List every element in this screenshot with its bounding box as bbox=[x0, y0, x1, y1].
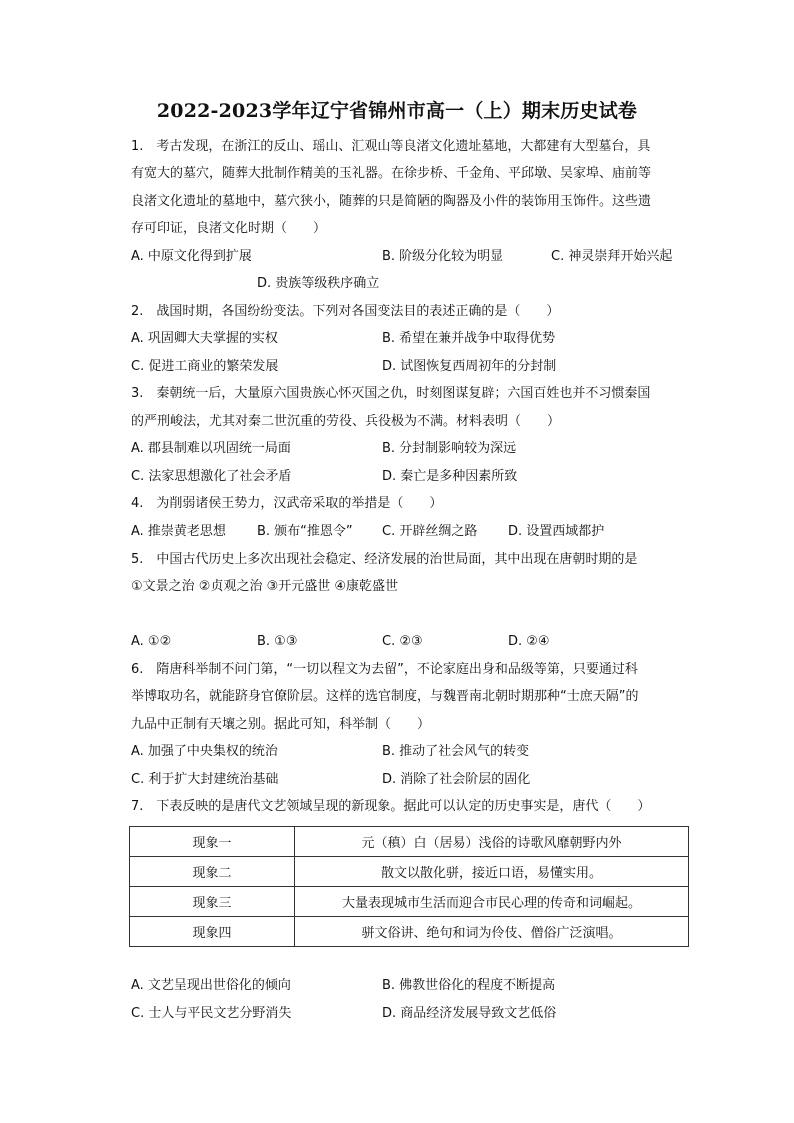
question-3-option-a[interactable]: A. 郡县制难以巩固统一局面 bbox=[131, 441, 291, 456]
table-cell-label: 现象四 bbox=[130, 917, 295, 947]
question-3-line-2: 的严刑峻法，尤其对秦二世沉重的劳役、兵役极为不满。材料表明（ ） bbox=[131, 414, 561, 429]
table-cell-content: 元（稹）白（居易）浅俗的诗歌风靡朝野内外 bbox=[295, 827, 689, 857]
table-cell-label: 现象二 bbox=[130, 857, 295, 887]
question-3-option-c[interactable]: C. 法家思想激化了社会矛盾 bbox=[131, 469, 292, 484]
table-row bbox=[130, 887, 689, 917]
question-5-option-b[interactable]: B. ①③ bbox=[257, 634, 298, 649]
question-6-option-d[interactable]: D. 消除了社会阶层的固化 bbox=[382, 772, 531, 787]
question-4-option-d[interactable]: D. 设置西域都护 bbox=[508, 524, 605, 539]
table-cell-content: 散文以散化骈，接近口语，易懂实用。 bbox=[295, 857, 689, 887]
table-row bbox=[130, 827, 689, 857]
question-1-option-d[interactable]: D. 贵族等级秩序确立 bbox=[257, 276, 380, 291]
table-cell-content: 骈文俗讲、绝句和词为伶伎、僧俗广泛演唱。 bbox=[295, 917, 689, 947]
question-6-option-c[interactable]: C. 利于扩大封建统治基础 bbox=[131, 772, 279, 787]
question-5-option-a[interactable]: A. ①② bbox=[131, 634, 172, 649]
question-2-line-1: 2. 战国时期，各国纷纷变法。下列对各国变法目的表述正确的是（ ） bbox=[131, 304, 560, 319]
question-6-line-2: 举博取功名，就能跻身官僚阶层。这样的选官制度，与魏晋南北朝时期那种“士庶天隔”的 bbox=[131, 689, 639, 704]
question-7-line-1: 7. 下表反映的是唐代文艺领域呈现的新现象。据此可以认定的历史事实是，唐代（ ） bbox=[131, 799, 651, 814]
question-1-line-1: 1. 考古发现，在浙江的反山、瑶山、汇观山等良渚文化遗址墓地，大都建有大型墓台，具 bbox=[131, 139, 651, 154]
question-1-option-a[interactable]: A. 中原文化得到扩展 bbox=[131, 249, 252, 264]
question-3-line-1: 3. 秦朝统一后，大量原六国贵族心怀灭国之仇，时刻图谋复辟；六国百姓也并不习惯秦国 bbox=[131, 386, 651, 401]
question-6-line-1: 6. 隋唐科举制不问门第，“一切以程文为去留”，不论家庭出身和品级等第，只要通过科 bbox=[131, 662, 638, 677]
question-4-option-c[interactable]: C. 开辟丝绸之路 bbox=[382, 524, 478, 539]
question-1-line-3: 良渚文化遗址的墓地中，墓穴狭小，随葬的只是简陋的陶器及小件的装饰用玉饰件。这些遗 bbox=[131, 194, 652, 209]
question-3-option-d[interactable]: D. 秦亡是多种因素所致 bbox=[382, 469, 518, 484]
question-3-option-b[interactable]: B. 分封制影响较为深远 bbox=[382, 441, 517, 456]
question-5-line-1: 5. 中国古代历史上多次出现社会稳定、经济发展的治世局面，其中出现在唐朝时期的是 bbox=[131, 552, 638, 567]
question-7-option-c[interactable]: C. 士人与平民文艺分野消失 bbox=[131, 1006, 292, 1021]
question-5-option-c[interactable]: C. ②③ bbox=[382, 634, 423, 649]
table-row bbox=[130, 917, 689, 947]
question-1-line-2: 有宽大的墓穴，随葬大批制作精美的玉礼器。在徐步桥、千金角、平邱墩、吴家埠、庙前等 bbox=[131, 166, 652, 181]
exam-title: 2022-2023学年辽宁省锦州市高一（上）期末历史试卷 bbox=[156, 100, 638, 122]
question-5-option-d[interactable]: D. ②④ bbox=[508, 634, 550, 649]
question-1-line-4: 存可印证，良渚文化时期（ ） bbox=[131, 221, 327, 236]
question-6-option-a[interactable]: A. 加强了中央集权的统治 bbox=[131, 744, 278, 759]
question-4-option-b[interactable]: B. 颁布“推恩令” bbox=[257, 524, 353, 539]
table-cell-label: 现象三 bbox=[130, 887, 295, 917]
table-row bbox=[130, 857, 689, 887]
phenomena-table bbox=[129, 826, 689, 947]
question-1-option-c[interactable]: C. 神灵崇拜开始兴起 bbox=[551, 249, 673, 264]
question-4-line-1: 4. 为削弱诸侯王势力，汉武帝采取的举措是（ ） bbox=[131, 496, 443, 511]
question-5-line-2: ①文景之治 ②贞观之治 ③开元盛世 ④康乾盛世 bbox=[131, 579, 399, 594]
question-2-option-c[interactable]: C. 促进工商业的繁荣发展 bbox=[131, 359, 279, 374]
question-6-line-3: 九品中正制有天壤之别。据此可知，科举制（ ） bbox=[131, 717, 431, 732]
question-6-option-b[interactable]: B. 推动了社会风气的转变 bbox=[382, 744, 530, 759]
question-1-option-b[interactable]: B. 阶级分化较为明显 bbox=[382, 249, 504, 264]
question-7-option-d[interactable]: D. 商品经济发展导致文艺低俗 bbox=[382, 1006, 557, 1021]
question-4-option-a[interactable]: A. 推崇黄老思想 bbox=[131, 524, 226, 539]
question-2-option-d[interactable]: D. 试图恢复西周初年的分封制 bbox=[382, 359, 557, 374]
table-cell-content: 大量表现城市生活而迎合市民心理的传奇和词崛起。 bbox=[295, 887, 689, 917]
question-2-option-a[interactable]: A. 巩固卿大夫掌握的实权 bbox=[131, 331, 278, 346]
question-7-option-a[interactable]: A. 文艺呈现出世俗化的倾向 bbox=[131, 978, 291, 993]
table-cell-label: 现象一 bbox=[130, 827, 295, 857]
question-2-option-b[interactable]: B. 希望在兼并战争中取得优势 bbox=[382, 331, 556, 346]
question-7-option-b[interactable]: B. 佛教世俗化的程度不断提高 bbox=[382, 978, 556, 993]
